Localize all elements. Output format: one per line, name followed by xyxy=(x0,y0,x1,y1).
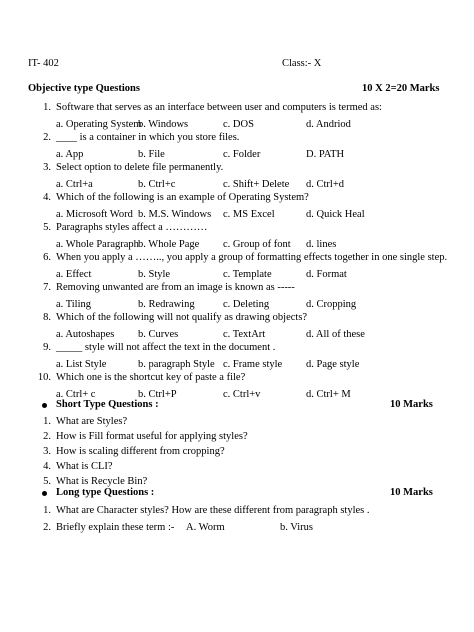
objective-question xyxy=(0,282,474,296)
question-number: 8. xyxy=(43,312,51,323)
answer-option: a. Ctrl+ c xyxy=(56,389,96,400)
short-section-marks: 10 Marks xyxy=(390,399,433,410)
question-number: 9. xyxy=(43,342,51,353)
question-text: Briefly explain these term :- xyxy=(56,522,175,533)
option-row xyxy=(0,239,474,253)
answer-option: d. All of these xyxy=(306,329,365,340)
answer-option: b. Whole Page xyxy=(138,239,200,250)
short-question xyxy=(0,431,474,445)
objective-question xyxy=(0,192,474,206)
answer-option: b. Curves xyxy=(138,329,179,340)
objective-question xyxy=(0,222,474,236)
answer-option: c. MS Excel xyxy=(223,209,275,220)
option-row xyxy=(0,299,474,313)
question-number: 3. xyxy=(43,446,51,457)
question-number: 10. xyxy=(37,372,51,383)
answer-option: c. Folder xyxy=(223,149,261,160)
answer-option: a. Tiling xyxy=(56,299,92,310)
long-question xyxy=(0,522,474,536)
option-row xyxy=(0,269,474,283)
objective-section-title: Objective type Questions xyxy=(28,83,140,94)
long-question xyxy=(0,505,474,519)
question-text: What are Styles? xyxy=(56,416,128,427)
question-number: 2. xyxy=(43,431,51,442)
answer-option: b. Style xyxy=(138,269,171,280)
bullet-icon xyxy=(42,491,47,496)
answer-option: c. DOS xyxy=(223,119,254,130)
option-row xyxy=(0,329,474,343)
subject-code: IT- 402 xyxy=(28,58,59,69)
answer-option: a. List Style xyxy=(56,359,107,370)
answer-option: b. File xyxy=(138,149,165,160)
option-row xyxy=(0,209,474,223)
answer-option: d. lines xyxy=(306,239,337,250)
answer-option: c. TextArt xyxy=(223,329,266,340)
short-question xyxy=(0,461,474,475)
question-text: Select option to delete file permanently. xyxy=(56,162,224,173)
short-question xyxy=(0,416,474,430)
objective-question xyxy=(0,102,474,116)
question-text: What are Character styles? How are these different from paragraph styles . xyxy=(56,505,370,516)
answer-option: b. Redrawing xyxy=(138,299,195,310)
answer-option: b. Ctrl+c xyxy=(138,179,176,190)
question-text: Which of the following will not qualify as drawing objects? xyxy=(56,312,308,323)
objective-question xyxy=(0,312,474,326)
question-part: b. Virus xyxy=(280,522,314,533)
question-number: 4. xyxy=(43,461,51,472)
answer-option: d. Andriod xyxy=(306,119,351,130)
answer-option: d. Ctrl+d xyxy=(306,179,345,190)
answer-option: a. Microsoft Word xyxy=(56,209,133,220)
objective-question xyxy=(0,372,474,386)
option-row xyxy=(0,149,474,163)
answer-option: d. Cropping xyxy=(306,299,357,310)
answer-option: a. Operating System xyxy=(56,119,142,130)
answer-option: b. Ctrl+P xyxy=(138,389,177,400)
question-text: Software that serves as an interface between user and computers is termed as: xyxy=(56,102,382,113)
question-number: 5. xyxy=(43,476,51,487)
answer-option: c. Frame style xyxy=(223,359,283,370)
question-number: 7. xyxy=(43,282,51,293)
question-number: 1. xyxy=(43,416,51,427)
question-number: 5. xyxy=(43,222,51,233)
answer-option: b. Windows xyxy=(138,119,189,130)
objective-question xyxy=(0,162,474,176)
question-text: When you apply a …….., you apply a group of formatting effects together in one single step. xyxy=(56,252,448,263)
question-number: 3. xyxy=(43,162,51,173)
bullet-icon xyxy=(42,403,47,408)
answer-option: b. paragraph Style xyxy=(138,359,215,370)
answer-option: D. PATH xyxy=(306,149,345,160)
objective-section-marks: 10 X 2=20 Marks xyxy=(362,83,440,94)
answer-option: c. Shift+ Delete xyxy=(223,179,290,190)
question-number: 4. xyxy=(43,192,51,203)
question-text: How is Fill format useful for applying styles? xyxy=(56,431,248,442)
question-number: 6. xyxy=(43,252,51,263)
answer-option: a. Autoshapes xyxy=(56,329,115,340)
objective-question xyxy=(0,252,474,266)
question-number: 1. xyxy=(43,505,51,516)
answer-option: c. Group of font xyxy=(223,239,291,250)
answer-option: d. Format xyxy=(306,269,347,280)
answer-option: a. Effect xyxy=(56,269,92,280)
answer-option: d. Page style xyxy=(306,359,360,370)
answer-option: c. Template xyxy=(223,269,272,280)
answer-option: a. Ctrl+a xyxy=(56,179,93,190)
long-section-heading xyxy=(0,487,474,501)
question-number: 2. xyxy=(43,522,51,533)
question-number: 2. xyxy=(43,132,51,143)
question-number: 1. xyxy=(43,102,51,113)
class-label: Class:- X xyxy=(282,58,322,69)
question-text: Which of the following is an example of Operating System? xyxy=(56,192,309,203)
question-text: ____ is a container in which you store files. xyxy=(56,132,240,143)
option-row xyxy=(0,179,474,193)
answer-option: d. Ctrl+ M xyxy=(306,389,351,400)
objective-question xyxy=(0,342,474,356)
answer-option: d. Quick Heal xyxy=(306,209,365,220)
answer-option: c. Ctrl+v xyxy=(223,389,261,400)
question-text: What is CLI? xyxy=(56,461,113,472)
short-section-title: Short Type Questions : xyxy=(56,399,159,410)
question-text: Which one is the shortcut key of paste a file? xyxy=(56,372,246,383)
question-text: Paragraphs styles affect a ………… xyxy=(56,222,208,233)
question-text: Removing unwanted are from an image is known as ----- xyxy=(56,282,295,293)
short-question xyxy=(0,446,474,460)
answer-option: a. App xyxy=(56,149,84,160)
question-text: How is scaling different from cropping? xyxy=(56,446,225,457)
question-part: A. Worm xyxy=(186,522,225,533)
question-text: _____ style will not affect the text in the document . xyxy=(56,342,276,353)
answer-option: a. Whole Paragraph xyxy=(56,239,139,250)
question-text: What is Recycle Bin? xyxy=(56,476,148,487)
short-section-heading xyxy=(0,399,474,413)
answer-option: b. M.S. Windows xyxy=(138,209,212,220)
long-section-title: Long type Questions : xyxy=(56,487,155,498)
option-row xyxy=(0,359,474,373)
answer-option: c. Deleting xyxy=(223,299,270,310)
long-section-marks: 10 Marks xyxy=(390,487,433,498)
option-row xyxy=(0,119,474,133)
objective-question xyxy=(0,132,474,146)
